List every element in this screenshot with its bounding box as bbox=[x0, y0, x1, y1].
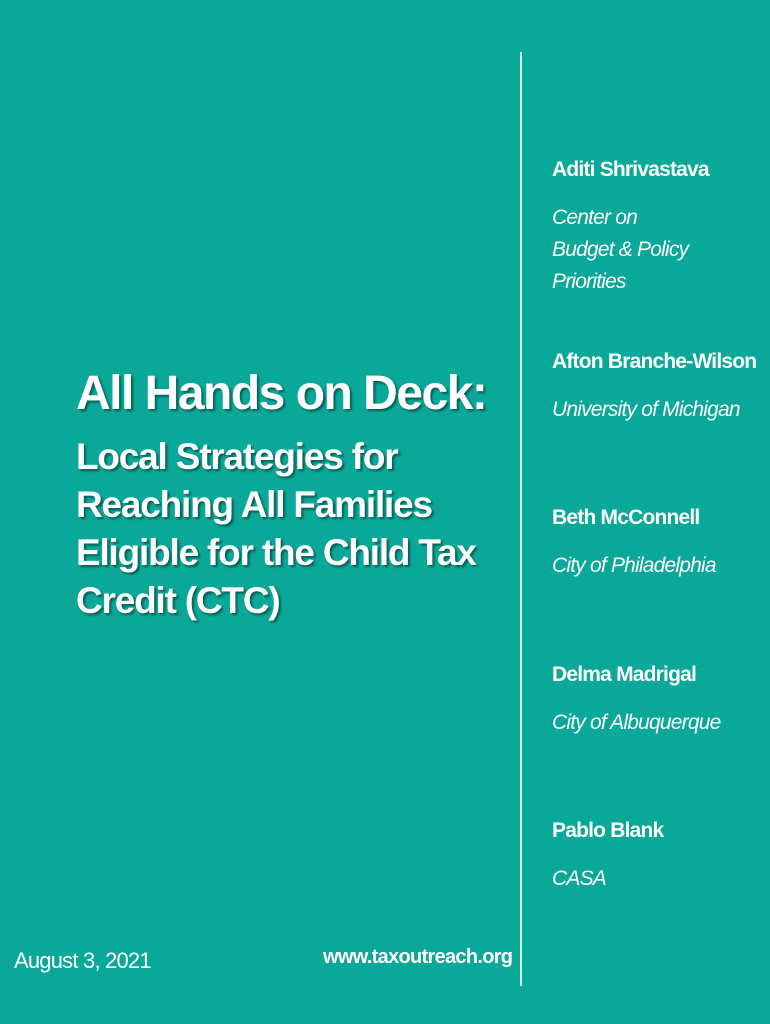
speaker-organization: Center on Budget & Policy Priorities bbox=[552, 206, 689, 293]
speaker-name: Beth McConnell bbox=[552, 506, 700, 529]
title-block bbox=[76, 365, 506, 625]
speaker-organization: City of Albuquerque bbox=[552, 711, 721, 734]
speaker-organization: CASA bbox=[552, 867, 606, 890]
speaker-name: Pablo Blank bbox=[552, 819, 664, 842]
speaker-name: Delma Madrigal bbox=[552, 663, 697, 686]
speaker-organization: University of Michigan bbox=[552, 398, 740, 421]
website-link[interactable]: www.taxoutreach.org bbox=[323, 946, 513, 968]
speaker-item bbox=[552, 817, 757, 895]
speaker-item bbox=[552, 504, 757, 582]
speaker-name: Aditi Shrivastava bbox=[552, 158, 709, 181]
speaker-organization: City of Philadelphia bbox=[552, 554, 716, 577]
speaker-name: Afton Branche-Wilson bbox=[552, 350, 757, 373]
vertical-divider bbox=[520, 52, 522, 986]
slide-title: All Hands on Deck: bbox=[76, 367, 487, 420]
speaker-item bbox=[552, 348, 757, 426]
slide-subtitle: Local Strategies for Reaching All Families Eligible for the Child Tax Credit (CTC) bbox=[76, 436, 476, 621]
speaker-item bbox=[552, 156, 757, 298]
speaker-item bbox=[552, 661, 757, 739]
presentation-date: August 3, 2021 bbox=[14, 948, 151, 973]
